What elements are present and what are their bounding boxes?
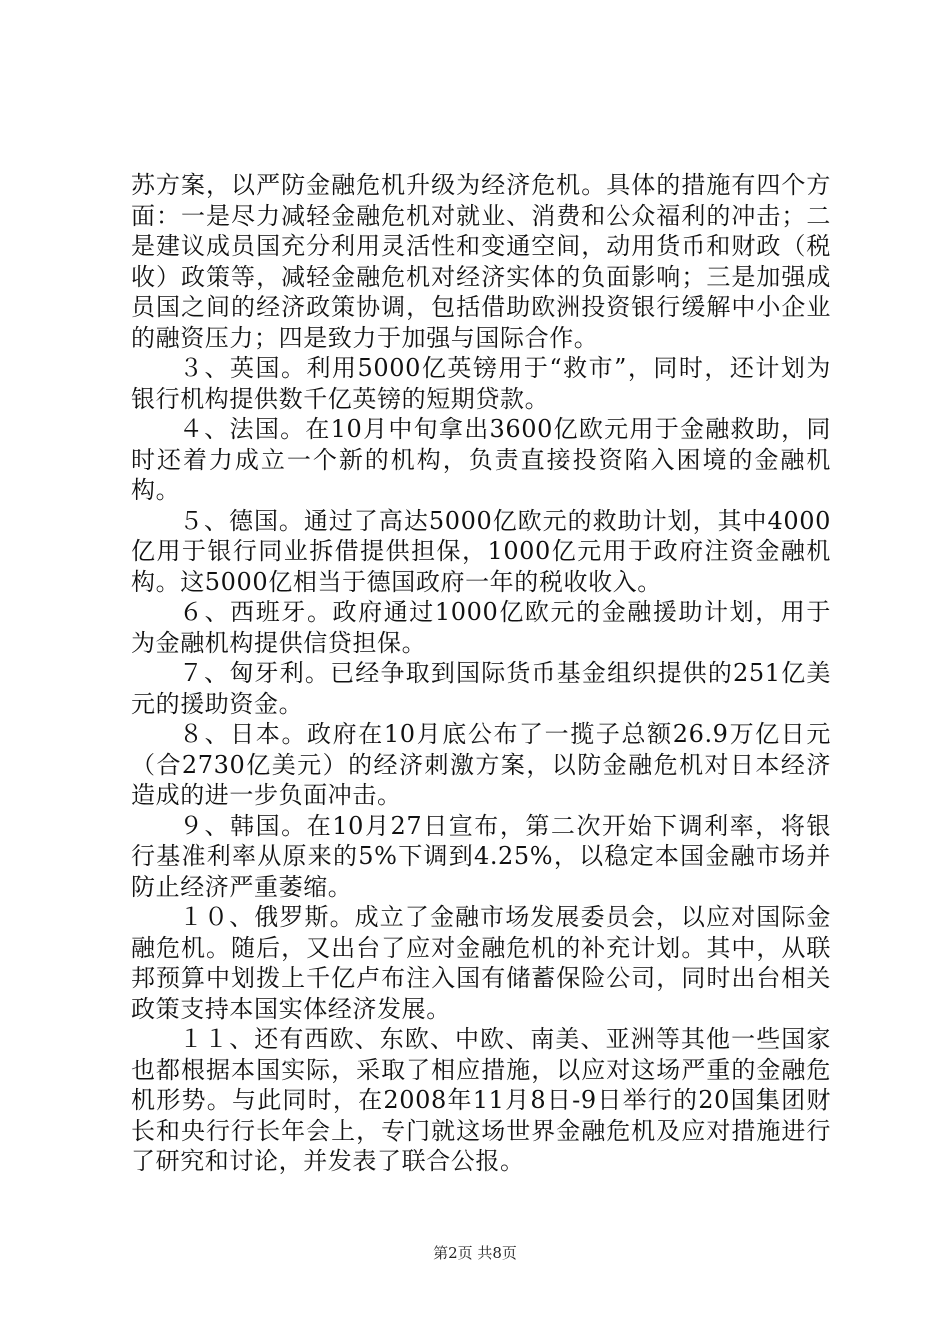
paragraph-item-10-russia: １０、俄罗斯。成立了金融市场发展委员会，以应对国际金融危机。随后，又出台了应对金融危机的补充计划。其中，从联邦预算中划拨上千亿卢布注入国有储蓄保险公司，同时出台相关政策支持本国实体经济发展。 bbox=[131, 903, 831, 1023]
page-number-label: 第2页 共8页 bbox=[433, 1244, 517, 1262]
paragraph-item-4-france: ４、法国。在10月中旬拿出3600亿欧元用于金融救助，同时还着力成立一个新的机构，负责直接投资陷入困境的金融机构。 bbox=[131, 415, 831, 504]
document-body bbox=[131, 170, 831, 1177]
paragraph-item-8-japan: ８、日本。政府在10月底公布了一揽子总额26.9万亿日元（合2730亿美元）的经济刺激方案，以防金融危机对日本经济造成的进一步负面冲击。 bbox=[131, 720, 831, 809]
paragraph-item-11-others: １１、还有西欧、东欧、中欧、南美、亚洲等其他一些国家也都根据本国实际，采取了相应措施，以应对这场严重的金融危机形势。与此同时，在2008年11月8日-9日举行的20国集团财长和央行行长年会上，专门就这场世界金融危机及应对措施进行了研究和讨论，并发表了联合公报。 bbox=[131, 1025, 831, 1175]
paragraph-item-9-korea: ９、韩国。在10月27日宣布，第二次开始下调利率，将银行基准利率从原来的5%下调到4.25%，以稳定本国金融市场并防止经济严重萎缩。 bbox=[131, 811, 831, 901]
page-footer bbox=[0, 1243, 950, 1263]
paragraph-item-5-germany: ５、德国。通过了高达5000亿欧元的救助计划，其中4000亿用于银行同业拆借提供担保，1000亿元用于政府注资金融机构。这5000亿相当于德国政府一年的税收收入。 bbox=[131, 506, 831, 596]
paragraph-item-6-spain: ６、西班牙。政府通过1000亿欧元的金融援助计划，用于为金融机构提供信贷担保。 bbox=[131, 598, 831, 657]
paragraph-item-7-hungary: ７、匈牙利。已经争取到国际货币基金组织提供的251亿美元的援助资金。 bbox=[131, 659, 831, 718]
paragraph-item-3-uk: ３、英国。利用5000亿英镑用于“救市”，同时，还计划为银行机构提供数千亿英镑的短期贷款。 bbox=[131, 354, 831, 413]
paragraph-continuation: 苏方案，以严防金融危机升级为经济危机。具体的措施有四个方面：一是尽力减轻金融危机对就业、消费和公众福利的冲击；二是建议成员国充分利用灵活性和变通空间，动用货币和财政（税收）政策等，减轻金融危机对经济实体的负面影响；三是加强成员国之间的经济政策协调，包括借助欧洲投资银行缓解中小企业的融资压力；四是致力于加强与国际合作。 bbox=[131, 171, 831, 352]
